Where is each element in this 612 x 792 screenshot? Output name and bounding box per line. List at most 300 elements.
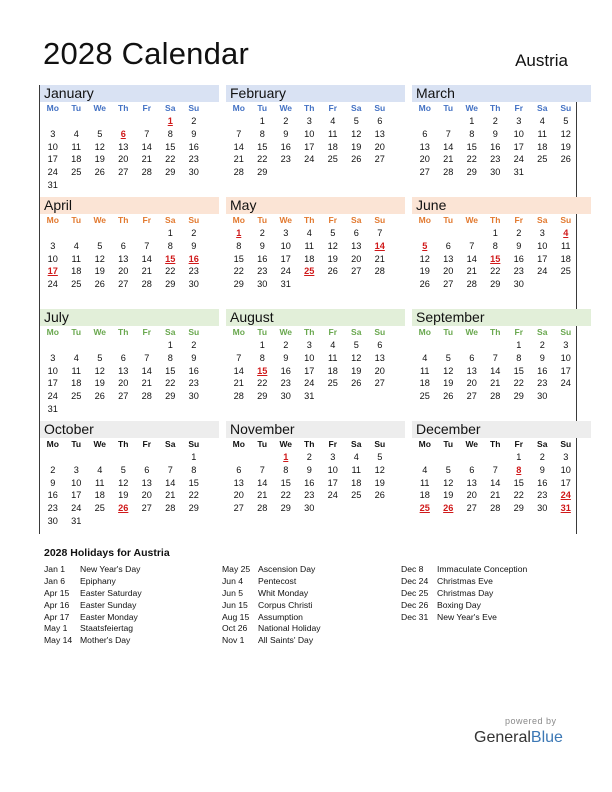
- day-cell: 25: [351, 490, 362, 501]
- day-cell: 21: [490, 378, 501, 389]
- day-cell: 18: [351, 477, 362, 488]
- day-cell: 26: [94, 391, 105, 402]
- holiday-date: Apr 16: [44, 599, 70, 610]
- day-cell: 8: [167, 240, 173, 251]
- day-cell: 7: [377, 228, 383, 238]
- weekday-header: [412, 438, 591, 451]
- day-cell: 10: [304, 128, 315, 139]
- day-cell: 23: [513, 266, 524, 277]
- holiday-date: May 25: [222, 564, 251, 574]
- empty-day-cell: [554, 278, 578, 291]
- holiday-name: Epiphany: [80, 575, 116, 586]
- day-cell: 27: [118, 279, 129, 290]
- holiday-date: Dec 24: [401, 575, 429, 586]
- week-row: [40, 128, 219, 141]
- month-january: [40, 85, 219, 192]
- week-row: [412, 377, 591, 390]
- day-cell: 26: [118, 503, 129, 514]
- holiday-entry: [44, 612, 142, 624]
- week-row: [40, 265, 219, 278]
- day-cell: 21: [141, 378, 152, 389]
- day-cell: 12: [351, 352, 362, 363]
- month-name: March: [412, 85, 591, 102]
- day-cell: 24: [47, 167, 58, 178]
- day-cell: 8: [167, 352, 173, 363]
- holiday-name: Mother's Day: [80, 635, 131, 646]
- empty-day-cell: [321, 390, 345, 403]
- day-cell: 20: [374, 365, 385, 376]
- week-row: [40, 153, 219, 166]
- week-row: [226, 451, 405, 464]
- day-cell: 11: [304, 240, 315, 251]
- week-row: [226, 240, 405, 253]
- day-cell: 13: [233, 477, 244, 488]
- day-cell: 3: [306, 116, 312, 126]
- day-cell: 12: [351, 128, 362, 139]
- day-cell: 17: [304, 365, 315, 376]
- day-cell: 7: [144, 352, 150, 363]
- country-label: Austria: [515, 51, 568, 70]
- day-cell: 6: [377, 116, 383, 126]
- day-cell: 27: [443, 279, 454, 290]
- day-cell: 5: [97, 352, 103, 363]
- brand-general-text: General: [474, 729, 531, 746]
- day-cell: 16: [490, 141, 501, 152]
- day-cell: 2: [283, 116, 289, 126]
- weekday-label: Sa: [351, 215, 362, 225]
- day-cell: 9: [50, 477, 56, 488]
- holiday-name: Corpus Christi: [258, 599, 313, 610]
- week-row: [226, 253, 405, 266]
- day-cell: 1: [516, 340, 522, 350]
- weekday-header: [226, 102, 405, 115]
- day-cell: 19: [351, 141, 362, 152]
- day-cell: 7: [236, 128, 242, 139]
- day-cell: 9: [539, 352, 545, 363]
- weekday-label: Th: [118, 439, 129, 449]
- weekday-label: Mo: [46, 327, 59, 337]
- day-cell: 6: [377, 340, 383, 350]
- day-cell: 25: [304, 266, 315, 277]
- empty-day-cell: [413, 451, 437, 464]
- week-row: [40, 464, 219, 477]
- holiday-entry: [44, 576, 142, 588]
- day-cell: 30: [280, 391, 291, 402]
- weekday-label: Su: [188, 215, 200, 225]
- day-cell: 1: [492, 228, 498, 238]
- day-cell: 7: [236, 352, 242, 363]
- holiday-date: Aug 15: [222, 611, 250, 622]
- day-cell: 16: [257, 253, 268, 264]
- powered-by-label: powered by: [505, 716, 557, 726]
- day-cell: 18: [71, 378, 82, 389]
- day-cell: 6: [236, 464, 242, 475]
- weekday-label: Su: [188, 327, 200, 337]
- day-cell: 7: [259, 464, 265, 475]
- weekday-label: Fr: [142, 215, 151, 225]
- weekday-label: We: [279, 439, 293, 449]
- day-cell: 12: [94, 365, 105, 376]
- day-cell: 25: [71, 391, 82, 402]
- empty-day-cell: [345, 502, 369, 515]
- day-cell: 22: [165, 378, 176, 389]
- empty-day-cell: [368, 390, 392, 403]
- empty-day-cell: [88, 451, 112, 464]
- day-cell: 28: [165, 503, 176, 514]
- day-cell: 8: [492, 240, 498, 251]
- week-row: [40, 339, 219, 352]
- day-cell: 18: [560, 253, 571, 264]
- day-cell: 27: [118, 167, 129, 178]
- weekday-label: We: [279, 103, 293, 113]
- day-cell: 10: [560, 352, 571, 363]
- day-cell: 19: [327, 253, 338, 264]
- empty-day-cell: [65, 403, 89, 416]
- day-cell: 18: [327, 141, 338, 152]
- day-cell: 14: [141, 365, 152, 376]
- empty-day-cell: [112, 227, 136, 240]
- holiday-name: New Year's Day: [80, 564, 141, 574]
- day-cell: 13: [351, 240, 362, 251]
- weekday-label: Fr: [142, 327, 151, 337]
- day-cell: 4: [563, 228, 569, 238]
- day-cell: 25: [327, 378, 338, 389]
- day-cell: 1: [259, 340, 265, 350]
- empty-day-cell: [437, 227, 461, 240]
- day-cell: 8: [191, 464, 197, 475]
- day-cell: 20: [466, 378, 477, 389]
- weekday-label: Tu: [257, 103, 268, 113]
- week-row: [412, 227, 591, 240]
- day-cell: 13: [141, 477, 152, 488]
- day-cell: 4: [422, 352, 428, 363]
- holiday-name: Immaculate Conception: [437, 564, 528, 574]
- day-cell: 10: [71, 477, 82, 488]
- day-cell: 3: [563, 452, 569, 462]
- empty-day-cell: [112, 179, 136, 192]
- day-cell: 24: [47, 279, 58, 290]
- day-cell: 8: [516, 352, 522, 363]
- day-cell: 22: [257, 378, 268, 389]
- day-cell: 27: [374, 378, 385, 389]
- empty-day-cell: [182, 403, 206, 416]
- day-cell: 7: [492, 464, 498, 475]
- day-cell: 5: [97, 128, 103, 139]
- day-cell: 23: [304, 490, 315, 501]
- holiday-entry: [222, 600, 321, 612]
- day-cell: 29: [233, 279, 244, 290]
- day-cell: 22: [466, 154, 477, 165]
- day-cell: 12: [419, 253, 430, 264]
- day-cell: 31: [71, 515, 82, 526]
- day-cell: 26: [560, 154, 571, 165]
- holiday-entry: [401, 564, 527, 576]
- day-cell: 7: [144, 240, 150, 251]
- empty-day-cell: [321, 166, 345, 179]
- weekday-label: Sa: [537, 327, 548, 337]
- day-cell: 1: [236, 228, 242, 238]
- weekday-label: Th: [304, 327, 315, 337]
- weekday-header: [226, 326, 405, 339]
- holiday-entry: [401, 612, 527, 624]
- holiday-date: Dec 25: [401, 587, 429, 598]
- day-cell: 15: [233, 253, 244, 264]
- day-cell: 22: [280, 490, 291, 501]
- day-cell: 3: [516, 116, 522, 126]
- day-cell: 23: [537, 378, 548, 389]
- day-cell: 12: [327, 240, 338, 251]
- empty-day-cell: [88, 515, 112, 528]
- day-cell: 13: [374, 128, 385, 139]
- weekday-label: Sa: [165, 215, 176, 225]
- day-cell: 23: [188, 266, 199, 277]
- day-cell: 9: [492, 128, 498, 139]
- holiday-entry: [222, 635, 321, 647]
- week-row: [226, 227, 405, 240]
- day-cell: 3: [306, 340, 312, 350]
- day-cell: 28: [466, 279, 477, 290]
- day-cell: 9: [259, 240, 265, 251]
- empty-day-cell: [531, 166, 555, 179]
- day-cell: 10: [47, 141, 58, 152]
- day-cell: 28: [233, 167, 244, 178]
- day-cell: 5: [563, 116, 569, 126]
- holiday-entry: [44, 600, 142, 612]
- day-cell: 17: [71, 490, 82, 501]
- day-cell: 29: [280, 503, 291, 514]
- week-row: [412, 253, 591, 266]
- month-may: [226, 197, 405, 291]
- day-cell: 24: [560, 378, 571, 389]
- day-cell: 3: [330, 452, 336, 462]
- day-cell: 13: [419, 141, 430, 152]
- week-row: [40, 166, 219, 179]
- holiday-date: Jun 15: [222, 599, 248, 610]
- day-cell: 11: [351, 464, 362, 475]
- day-cell: 30: [304, 503, 315, 514]
- weekday-label: Su: [374, 103, 386, 113]
- week-row: [412, 390, 591, 403]
- day-cell: 9: [283, 352, 289, 363]
- day-cell: 28: [443, 167, 454, 178]
- empty-day-cell: [460, 227, 484, 240]
- page-title: 2028 Calendar: [43, 36, 249, 71]
- week-row: [226, 153, 405, 166]
- weekday-label: Tu: [443, 103, 454, 113]
- day-cell: 15: [165, 141, 176, 152]
- empty-day-cell: [41, 451, 65, 464]
- empty-day-cell: [88, 227, 112, 240]
- empty-day-cell: [159, 179, 183, 192]
- day-cell: 26: [443, 391, 454, 402]
- month-name: May: [226, 197, 405, 214]
- week-row: [40, 390, 219, 403]
- day-cell: 7: [445, 128, 451, 139]
- day-cell: 14: [141, 141, 152, 152]
- weekday-label: Sa: [165, 103, 176, 113]
- day-cell: 20: [466, 490, 477, 501]
- week-row: [412, 115, 591, 128]
- empty-day-cell: [484, 339, 508, 352]
- day-cell: 4: [97, 464, 103, 475]
- day-cell: 2: [191, 116, 197, 126]
- weekday-label: Tu: [443, 327, 454, 337]
- day-cell: 25: [537, 154, 548, 165]
- day-cell: 25: [419, 391, 430, 402]
- month-september: [412, 309, 591, 403]
- day-cell: 19: [560, 141, 571, 152]
- weekday-header: [40, 326, 219, 339]
- day-cell: 5: [445, 352, 451, 363]
- empty-day-cell: [41, 115, 65, 128]
- week-row: [40, 240, 219, 253]
- calendar-grid: [39, 85, 577, 534]
- day-cell: 9: [191, 240, 197, 251]
- day-cell: 26: [443, 503, 454, 514]
- empty-day-cell: [65, 115, 89, 128]
- day-cell: 31: [560, 503, 571, 514]
- week-row: [226, 390, 405, 403]
- day-cell: 13: [443, 253, 454, 264]
- day-cell: 28: [374, 266, 385, 277]
- holiday-list-column-3: [401, 564, 527, 623]
- day-cell: 16: [188, 253, 199, 264]
- day-cell: 18: [71, 266, 82, 277]
- empty-day-cell: [135, 227, 159, 240]
- day-cell: 7: [469, 240, 475, 251]
- day-cell: 20: [443, 266, 454, 277]
- day-cell: 10: [560, 464, 571, 475]
- week-row: [412, 502, 591, 515]
- day-cell: 8: [283, 464, 289, 475]
- holiday-date: Jun 5: [222, 587, 244, 598]
- day-cell: 3: [50, 352, 56, 363]
- week-row: [40, 451, 219, 464]
- holiday-entry: [44, 588, 142, 600]
- day-cell: 20: [118, 154, 129, 165]
- day-cell: 2: [492, 116, 498, 126]
- generalblue-logo[interactable]: [474, 729, 563, 747]
- empty-day-cell: [88, 339, 112, 352]
- day-cell: 17: [47, 266, 58, 277]
- day-cell: 27: [374, 154, 385, 165]
- day-cell: 27: [118, 391, 129, 402]
- day-cell: 18: [94, 490, 105, 501]
- empty-day-cell: [368, 502, 392, 515]
- empty-day-cell: [531, 278, 555, 291]
- empty-day-cell: [274, 166, 298, 179]
- weekday-label: Tu: [71, 439, 82, 449]
- day-cell: 16: [280, 365, 291, 376]
- empty-day-cell: [135, 403, 159, 416]
- day-cell: 11: [71, 365, 82, 376]
- week-row: [412, 153, 591, 166]
- empty-day-cell: [135, 339, 159, 352]
- day-cell: 23: [188, 378, 199, 389]
- empty-day-cell: [368, 278, 392, 291]
- holiday-name: Christmas Day: [437, 587, 494, 598]
- day-cell: 3: [563, 340, 569, 350]
- day-cell: 8: [259, 128, 265, 139]
- day-cell: 19: [351, 365, 362, 376]
- week-row: [226, 502, 405, 515]
- day-cell: 21: [443, 154, 454, 165]
- day-cell: 10: [47, 365, 58, 376]
- weekday-label: Sa: [165, 439, 176, 449]
- day-cell: 25: [94, 503, 105, 514]
- holiday-entry: [222, 588, 321, 600]
- day-cell: 20: [118, 266, 129, 277]
- day-cell: 16: [537, 477, 548, 488]
- weekday-label: Mo: [418, 215, 431, 225]
- day-cell: 15: [513, 477, 524, 488]
- day-cell: 26: [351, 378, 362, 389]
- empty-day-cell: [413, 227, 437, 240]
- day-cell: 7: [167, 464, 173, 475]
- day-cell: 8: [236, 240, 242, 251]
- day-cell: 28: [490, 503, 501, 514]
- weekday-label: Mo: [46, 103, 59, 113]
- day-cell: 2: [539, 340, 545, 350]
- day-cell: 17: [537, 253, 548, 264]
- week-row: [412, 141, 591, 154]
- day-cell: 1: [191, 452, 197, 462]
- day-cell: 27: [419, 167, 430, 178]
- day-cell: 16: [513, 253, 524, 264]
- day-cell: 17: [47, 378, 58, 389]
- day-cell: 31: [47, 179, 58, 190]
- day-cell: 11: [419, 477, 430, 488]
- day-cell: 11: [537, 128, 548, 139]
- day-cell: 29: [490, 279, 501, 290]
- day-cell: 16: [47, 490, 58, 501]
- day-cell: 20: [374, 141, 385, 152]
- week-row: [412, 451, 591, 464]
- day-cell: 16: [188, 365, 199, 376]
- day-cell: 9: [191, 352, 197, 363]
- weekday-label: Fr: [514, 327, 523, 337]
- holiday-name: Easter Monday: [80, 611, 138, 622]
- weekday-label: Su: [560, 439, 572, 449]
- day-cell: 10: [513, 128, 524, 139]
- holiday-entry: [401, 576, 527, 588]
- day-cell: 21: [165, 490, 176, 501]
- weekday-label: Mo: [232, 103, 245, 113]
- day-cell: 30: [490, 167, 501, 178]
- week-row: [226, 265, 405, 278]
- day-cell: 30: [188, 391, 199, 402]
- day-cell: 29: [513, 503, 524, 514]
- day-cell: 19: [419, 266, 430, 277]
- empty-day-cell: [554, 166, 578, 179]
- day-cell: 14: [443, 141, 454, 152]
- day-cell: 26: [351, 154, 362, 165]
- week-row: [226, 464, 405, 477]
- weekday-label: Fr: [328, 103, 337, 113]
- holiday-entry: [44, 623, 142, 635]
- weekday-label: Sa: [537, 439, 548, 449]
- day-cell: 3: [50, 240, 56, 251]
- weekday-label: Fr: [328, 215, 337, 225]
- week-row: [412, 365, 591, 378]
- holiday-name: Boxing Day: [437, 599, 481, 610]
- day-cell: 27: [141, 503, 152, 514]
- day-cell: 22: [490, 266, 501, 277]
- day-cell: 11: [419, 365, 430, 376]
- weekday-label: Fr: [514, 439, 523, 449]
- weekday-label: Fr: [514, 215, 523, 225]
- empty-day-cell: [159, 403, 183, 416]
